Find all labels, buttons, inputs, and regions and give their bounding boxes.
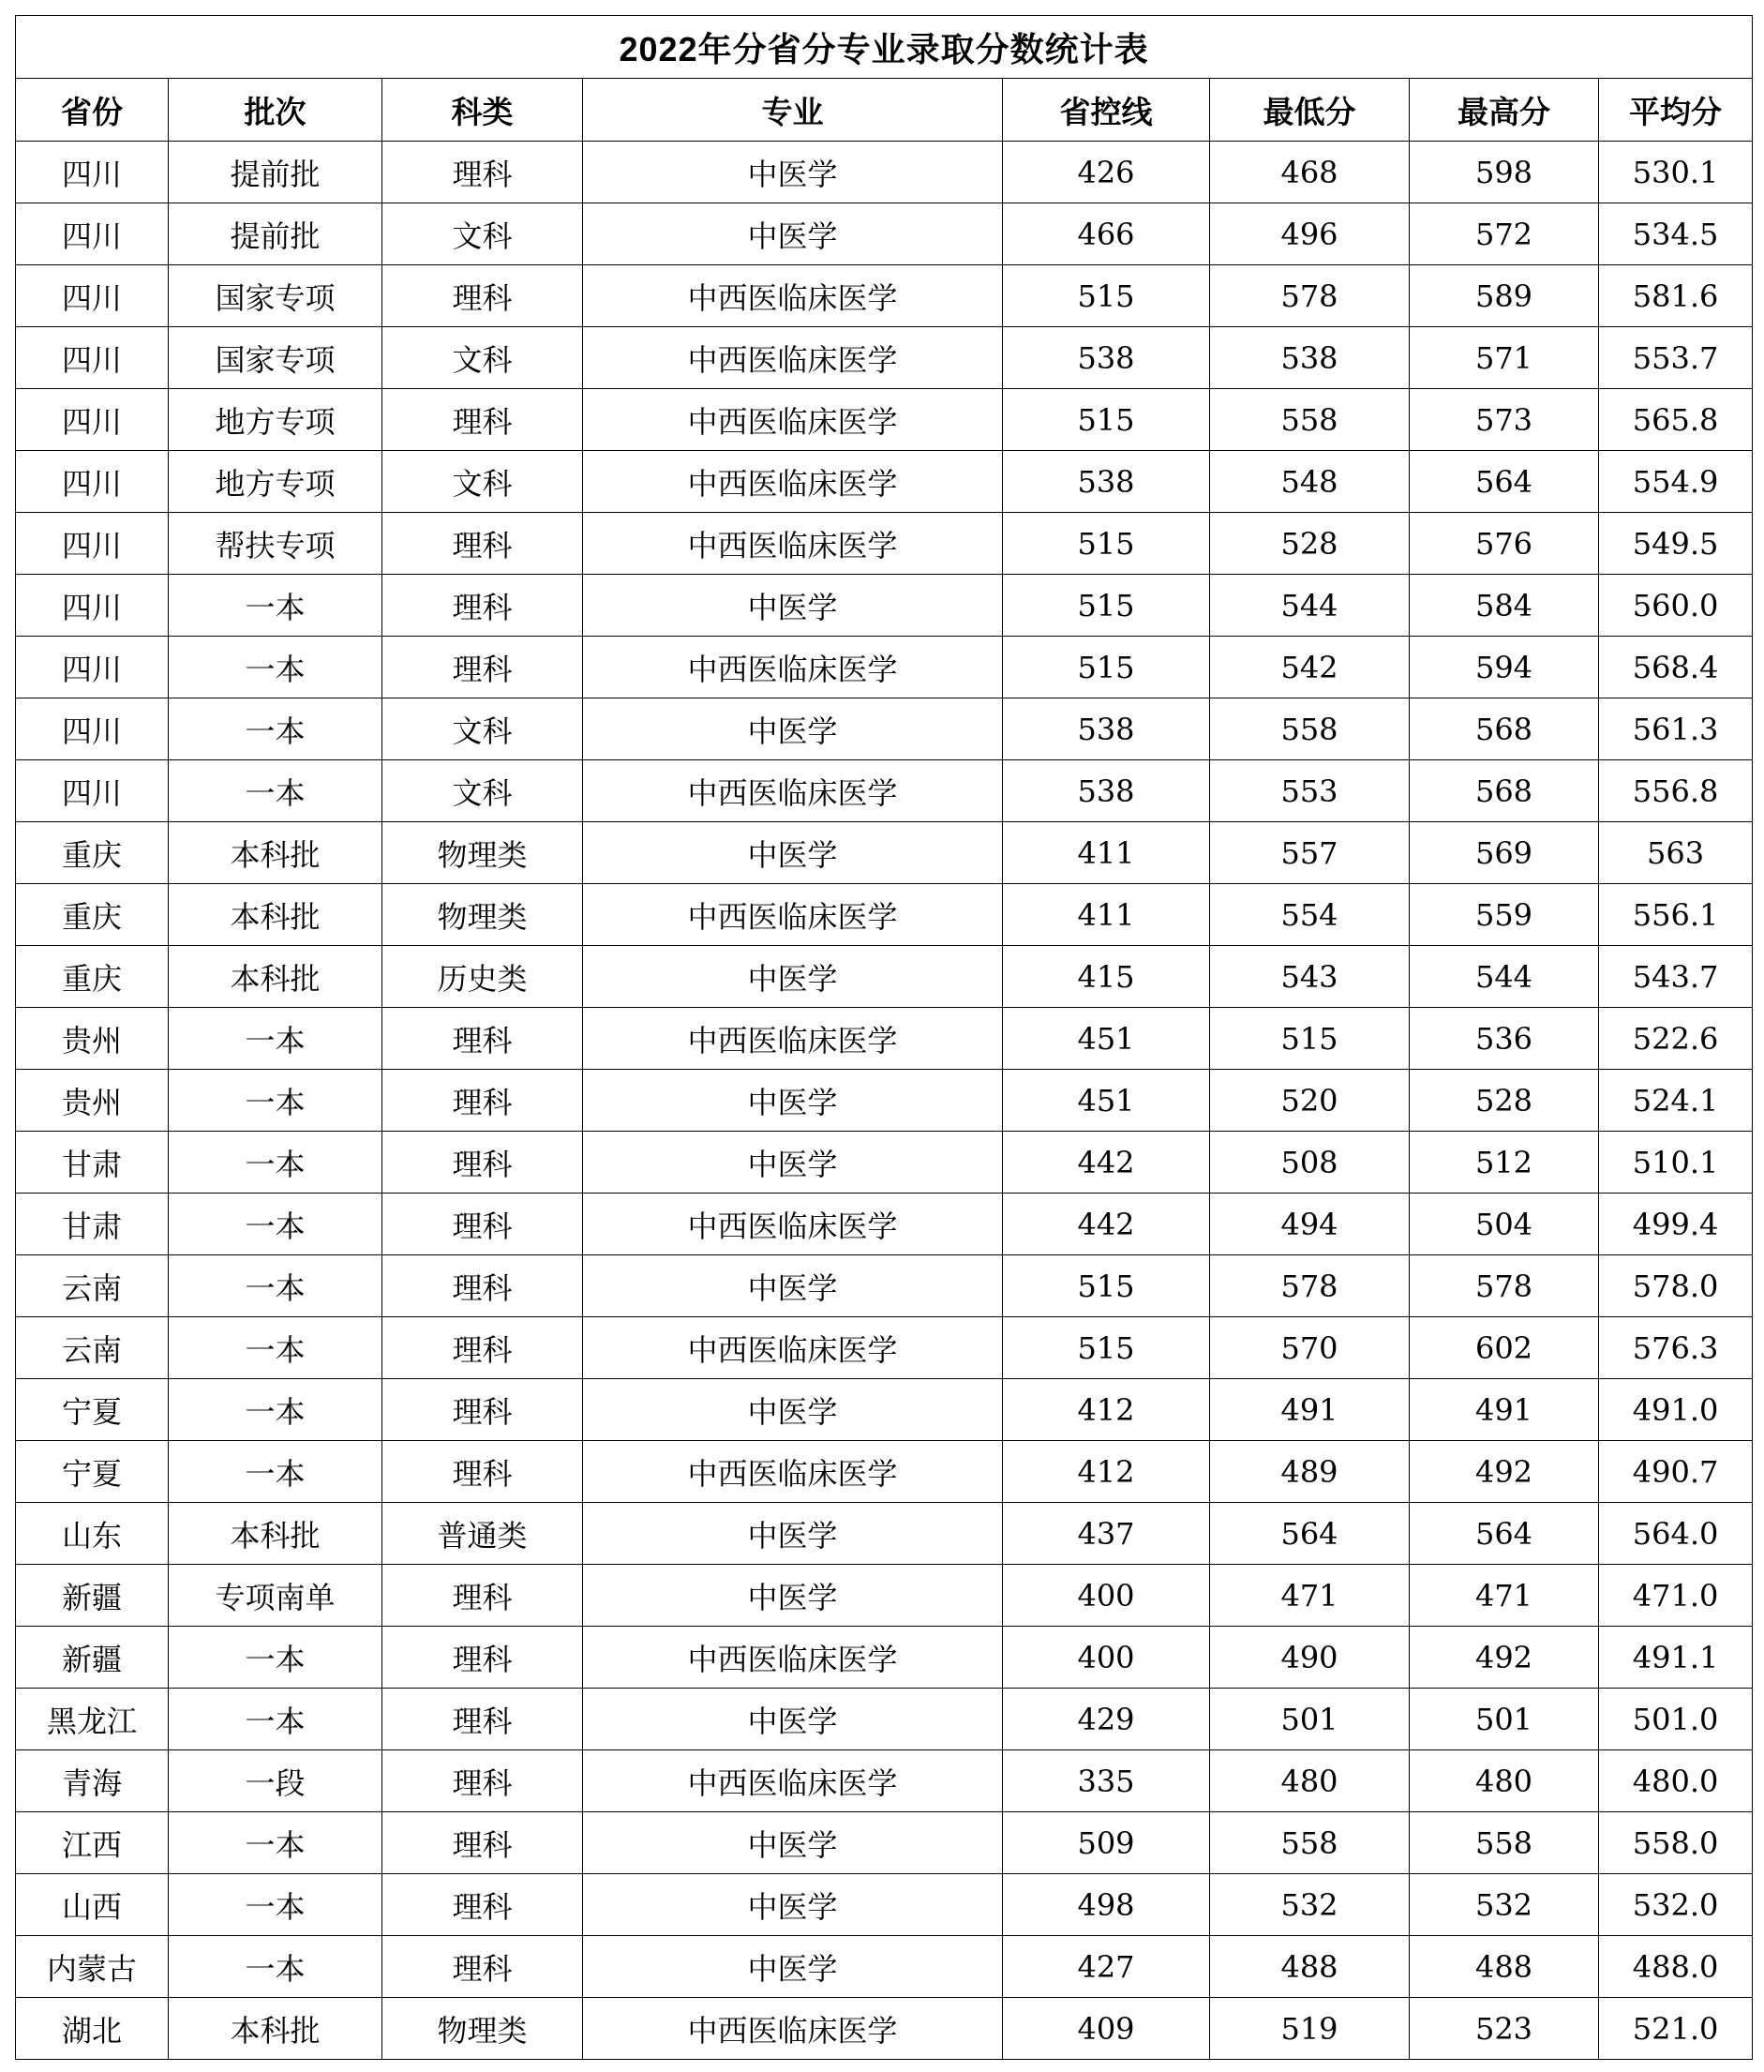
cell-major: 中医学: [583, 1565, 1003, 1627]
table-row: [16, 1689, 1753, 1750]
cell-category: 理科: [382, 265, 583, 327]
column-header-major: 专业: [583, 79, 1003, 142]
table-row: [16, 1441, 1753, 1503]
cell-avg-score: 480.0: [1599, 1750, 1753, 1812]
cell-category: 理科: [382, 1008, 583, 1070]
cell-min-score: 471: [1210, 1565, 1410, 1627]
cell-max-score: 523: [1410, 1998, 1599, 2060]
cell-max-score: 504: [1410, 1194, 1599, 1255]
cell-max-score: 471: [1410, 1565, 1599, 1627]
cell-category: 文科: [382, 698, 583, 760]
cell-province: 山西: [16, 1874, 169, 1936]
table-row: [16, 946, 1753, 1008]
cell-province: 新疆: [16, 1565, 169, 1627]
cell-batch: 一本: [169, 1627, 382, 1689]
cell-province: 重庆: [16, 822, 169, 884]
cell-province: 重庆: [16, 946, 169, 1008]
cell-category: 物理类: [382, 884, 583, 946]
cell-min-score: 557: [1210, 822, 1410, 884]
cell-min-score: 496: [1210, 203, 1410, 265]
cell-batch: 一本: [169, 1132, 382, 1194]
cell-min-score: 480: [1210, 1750, 1410, 1812]
cell-avg-score: 488.0: [1599, 1936, 1753, 1998]
cell-avg-score: 553.7: [1599, 327, 1753, 389]
cell-category: 理科: [382, 1565, 583, 1627]
cell-province: 四川: [16, 513, 169, 575]
cell-batch: 一本: [169, 1812, 382, 1874]
cell-min-score: 528: [1210, 513, 1410, 575]
cell-control-line: 515: [1003, 1255, 1210, 1317]
cell-min-score: 558: [1210, 698, 1410, 760]
table-row: [16, 1503, 1753, 1565]
cell-province: 四川: [16, 637, 169, 698]
cell-avg-score: 568.4: [1599, 637, 1753, 698]
cell-min-score: 538: [1210, 327, 1410, 389]
column-header-control-line: 省控线: [1003, 79, 1210, 142]
cell-control-line: 515: [1003, 265, 1210, 327]
cell-category: 理科: [382, 1070, 583, 1132]
cell-min-score: 543: [1210, 946, 1410, 1008]
cell-batch: 本科批: [169, 884, 382, 946]
cell-avg-score: 576.3: [1599, 1317, 1753, 1379]
cell-batch: 国家专项: [169, 327, 382, 389]
cell-max-score: 532: [1410, 1874, 1599, 1936]
cell-min-score: 532: [1210, 1874, 1410, 1936]
cell-category: 理科: [382, 1255, 583, 1317]
cell-category: 理科: [382, 1441, 583, 1503]
table-row: [16, 884, 1753, 946]
cell-avg-score: 534.5: [1599, 203, 1753, 265]
cell-batch: 本科批: [169, 822, 382, 884]
cell-major: 中西医临床医学: [583, 760, 1003, 822]
cell-avg-score: 490.7: [1599, 1441, 1753, 1503]
cell-min-score: 490: [1210, 1627, 1410, 1689]
cell-avg-score: 565.8: [1599, 389, 1753, 451]
cell-max-score: 491: [1410, 1379, 1599, 1441]
cell-major: 中医学: [583, 1874, 1003, 1936]
cell-batch: 专项南单: [169, 1565, 382, 1627]
cell-major: 中医学: [583, 946, 1003, 1008]
cell-control-line: 412: [1003, 1379, 1210, 1441]
cell-batch: 一本: [169, 1441, 382, 1503]
cell-batch: 提前批: [169, 142, 382, 203]
cell-major: 中医学: [583, 142, 1003, 203]
cell-control-line: 411: [1003, 822, 1210, 884]
table-row: [16, 203, 1753, 265]
cell-province: 四川: [16, 760, 169, 822]
cell-avg-score: 558.0: [1599, 1812, 1753, 1874]
cell-category: 物理类: [382, 1998, 583, 2060]
cell-province: 新疆: [16, 1627, 169, 1689]
cell-avg-score: 561.3: [1599, 698, 1753, 760]
cell-control-line: 426: [1003, 142, 1210, 203]
header-row: [16, 79, 1753, 142]
table-row: [16, 265, 1753, 327]
cell-min-score: 554: [1210, 884, 1410, 946]
cell-max-score: 568: [1410, 760, 1599, 822]
cell-batch: 地方专项: [169, 389, 382, 451]
cell-max-score: 488: [1410, 1936, 1599, 1998]
cell-avg-score: 554.9: [1599, 451, 1753, 513]
cell-control-line: 538: [1003, 327, 1210, 389]
cell-province: 内蒙古: [16, 1936, 169, 1998]
cell-control-line: 509: [1003, 1812, 1210, 1874]
cell-batch: 一本: [169, 575, 382, 637]
cell-province: 四川: [16, 389, 169, 451]
cell-min-score: 508: [1210, 1132, 1410, 1194]
cell-major: 中西医临床医学: [583, 1008, 1003, 1070]
cell-min-score: 558: [1210, 1812, 1410, 1874]
cell-control-line: 498: [1003, 1874, 1210, 1936]
cell-batch: 本科批: [169, 946, 382, 1008]
cell-province: 宁夏: [16, 1379, 169, 1441]
cell-max-score: 569: [1410, 822, 1599, 884]
cell-batch: 地方专项: [169, 451, 382, 513]
cell-control-line: 451: [1003, 1070, 1210, 1132]
cell-max-score: 571: [1410, 327, 1599, 389]
cell-control-line: 409: [1003, 1998, 1210, 2060]
cell-category: 理科: [382, 1936, 583, 1998]
cell-min-score: 488: [1210, 1936, 1410, 1998]
cell-avg-score: 501.0: [1599, 1689, 1753, 1750]
cell-min-score: 548: [1210, 451, 1410, 513]
cell-control-line: 400: [1003, 1627, 1210, 1689]
cell-min-score: 558: [1210, 389, 1410, 451]
table-row: [16, 513, 1753, 575]
cell-avg-score: 581.6: [1599, 265, 1753, 327]
cell-category: 理科: [382, 1874, 583, 1936]
cell-category: 理科: [382, 1627, 583, 1689]
cell-category: 理科: [382, 1379, 583, 1441]
cell-control-line: 515: [1003, 1317, 1210, 1379]
cell-batch: 一本: [169, 637, 382, 698]
cell-category: 理科: [382, 1132, 583, 1194]
cell-avg-score: 491.0: [1599, 1379, 1753, 1441]
table-row: [16, 1812, 1753, 1874]
cell-max-score: 568: [1410, 698, 1599, 760]
cell-category: 理科: [382, 1689, 583, 1750]
cell-province: 宁夏: [16, 1441, 169, 1503]
cell-batch: 一本: [169, 1194, 382, 1255]
table-row: [16, 822, 1753, 884]
cell-batch: 本科批: [169, 1998, 382, 2060]
cell-min-score: 489: [1210, 1441, 1410, 1503]
cell-max-score: 536: [1410, 1008, 1599, 1070]
table-row: [16, 1070, 1753, 1132]
cell-category: 历史类: [382, 946, 583, 1008]
cell-max-score: 573: [1410, 389, 1599, 451]
cell-major: 中医学: [583, 698, 1003, 760]
cell-min-score: 468: [1210, 142, 1410, 203]
cell-avg-score: 471.0: [1599, 1565, 1753, 1627]
cell-control-line: 427: [1003, 1936, 1210, 1998]
table-row: [16, 142, 1753, 203]
cell-major: 中西医临床医学: [583, 389, 1003, 451]
cell-batch: 国家专项: [169, 265, 382, 327]
cell-min-score: 519: [1210, 1998, 1410, 2060]
cell-major: 中西医临床医学: [583, 637, 1003, 698]
cell-avg-score: 524.1: [1599, 1070, 1753, 1132]
cell-province: 四川: [16, 575, 169, 637]
cell-batch: 一本: [169, 1008, 382, 1070]
cell-control-line: 515: [1003, 389, 1210, 451]
cell-province: 云南: [16, 1317, 169, 1379]
cell-avg-score: 522.6: [1599, 1008, 1753, 1070]
cell-max-score: 492: [1410, 1441, 1599, 1503]
cell-batch: 帮扶专项: [169, 513, 382, 575]
cell-province: 山东: [16, 1503, 169, 1565]
cell-control-line: 515: [1003, 575, 1210, 637]
cell-major: 中医学: [583, 1689, 1003, 1750]
cell-category: 文科: [382, 451, 583, 513]
cell-major: 中医学: [583, 1503, 1003, 1565]
title-row: [16, 16, 1753, 79]
table-row: [16, 1008, 1753, 1070]
cell-major: 中西医临床医学: [583, 1441, 1003, 1503]
cell-batch: 一本: [169, 760, 382, 822]
column-header-batch: 批次: [169, 79, 382, 142]
cell-min-score: 542: [1210, 637, 1410, 698]
cell-province: 江西: [16, 1812, 169, 1874]
table-row: [16, 1750, 1753, 1812]
cell-province: 湖北: [16, 1998, 169, 2060]
score-table: [15, 15, 1753, 2060]
cell-category: 文科: [382, 203, 583, 265]
cell-min-score: 520: [1210, 1070, 1410, 1132]
cell-max-score: 589: [1410, 265, 1599, 327]
cell-avg-score: 530.1: [1599, 142, 1753, 203]
cell-batch: 一本: [169, 1255, 382, 1317]
table-row: [16, 698, 1753, 760]
table-row: [16, 1132, 1753, 1194]
table-row: [16, 760, 1753, 822]
cell-control-line: 415: [1003, 946, 1210, 1008]
cell-min-score: 570: [1210, 1317, 1410, 1379]
cell-control-line: 411: [1003, 884, 1210, 946]
cell-category: 文科: [382, 327, 583, 389]
cell-max-score: 576: [1410, 513, 1599, 575]
cell-major: 中医学: [583, 1070, 1003, 1132]
cell-batch: 一本: [169, 1070, 382, 1132]
cell-min-score: 515: [1210, 1008, 1410, 1070]
cell-control-line: 437: [1003, 1503, 1210, 1565]
cell-max-score: 559: [1410, 884, 1599, 946]
cell-batch: 一段: [169, 1750, 382, 1812]
cell-max-score: 598: [1410, 142, 1599, 203]
cell-province: 云南: [16, 1255, 169, 1317]
cell-control-line: 515: [1003, 513, 1210, 575]
cell-min-score: 491: [1210, 1379, 1410, 1441]
cell-major: 中医学: [583, 1132, 1003, 1194]
cell-control-line: 400: [1003, 1565, 1210, 1627]
cell-avg-score: 556.1: [1599, 884, 1753, 946]
table-row: [16, 327, 1753, 389]
cell-control-line: 451: [1003, 1008, 1210, 1070]
cell-max-score: 564: [1410, 1503, 1599, 1565]
table-row: [16, 1379, 1753, 1441]
table-row: [16, 575, 1753, 637]
table-head: [16, 16, 1753, 142]
cell-major: 中医学: [583, 1255, 1003, 1317]
cell-max-score: 492: [1410, 1627, 1599, 1689]
cell-max-score: 501: [1410, 1689, 1599, 1750]
cell-province: 贵州: [16, 1070, 169, 1132]
table-body: [16, 142, 1753, 2060]
cell-control-line: 538: [1003, 698, 1210, 760]
cell-control-line: 412: [1003, 1441, 1210, 1503]
cell-category: 理科: [382, 513, 583, 575]
cell-max-score: 602: [1410, 1317, 1599, 1379]
cell-major: 中医学: [583, 822, 1003, 884]
cell-major: 中西医临床医学: [583, 1750, 1003, 1812]
cell-max-score: 578: [1410, 1255, 1599, 1317]
cell-max-score: 480: [1410, 1750, 1599, 1812]
cell-min-score: 544: [1210, 575, 1410, 637]
cell-province: 甘肃: [16, 1132, 169, 1194]
cell-avg-score: 556.8: [1599, 760, 1753, 822]
cell-province: 贵州: [16, 1008, 169, 1070]
cell-min-score: 553: [1210, 760, 1410, 822]
cell-max-score: 512: [1410, 1132, 1599, 1194]
cell-major: 中医学: [583, 575, 1003, 637]
table-row: [16, 451, 1753, 513]
cell-province: 四川: [16, 698, 169, 760]
column-header-max-score: 最高分: [1410, 79, 1599, 142]
cell-max-score: 564: [1410, 451, 1599, 513]
cell-major: 中西医临床医学: [583, 1998, 1003, 2060]
table-row: [16, 1255, 1753, 1317]
cell-avg-score: 521.0: [1599, 1998, 1753, 2060]
cell-avg-score: 578.0: [1599, 1255, 1753, 1317]
cell-max-score: 558: [1410, 1812, 1599, 1874]
cell-major: 中西医临床医学: [583, 265, 1003, 327]
cell-min-score: 578: [1210, 265, 1410, 327]
cell-max-score: 544: [1410, 946, 1599, 1008]
cell-category: 理科: [382, 637, 583, 698]
cell-province: 四川: [16, 451, 169, 513]
cell-major: 中西医临床医学: [583, 884, 1003, 946]
cell-min-score: 501: [1210, 1689, 1410, 1750]
cell-province: 青海: [16, 1750, 169, 1812]
column-header-category: 科类: [382, 79, 583, 142]
cell-category: 理科: [382, 1812, 583, 1874]
cell-major: 中医学: [583, 203, 1003, 265]
cell-control-line: 466: [1003, 203, 1210, 265]
cell-category: 理科: [382, 142, 583, 203]
cell-major: 中西医临床医学: [583, 327, 1003, 389]
column-header-province: 省份: [16, 79, 169, 142]
table-row: [16, 1565, 1753, 1627]
cell-min-score: 578: [1210, 1255, 1410, 1317]
cell-avg-score: 543.7: [1599, 946, 1753, 1008]
cell-batch: 一本: [169, 698, 382, 760]
cell-category: 理科: [382, 389, 583, 451]
cell-province: 重庆: [16, 884, 169, 946]
cell-major: 中西医临床医学: [583, 513, 1003, 575]
cell-batch: 一本: [169, 1379, 382, 1441]
cell-batch: 一本: [169, 1317, 382, 1379]
cell-avg-score: 560.0: [1599, 575, 1753, 637]
cell-max-score: 572: [1410, 203, 1599, 265]
table-row: [16, 1627, 1753, 1689]
cell-control-line: 429: [1003, 1689, 1210, 1750]
cell-category: 普通类: [382, 1503, 583, 1565]
cell-min-score: 564: [1210, 1503, 1410, 1565]
cell-batch: 一本: [169, 1874, 382, 1936]
cell-avg-score: 563: [1599, 822, 1753, 884]
cell-category: 理科: [382, 575, 583, 637]
cell-batch: 本科批: [169, 1503, 382, 1565]
cell-batch: 提前批: [169, 203, 382, 265]
column-header-min-score: 最低分: [1210, 79, 1410, 142]
column-header-avg-score: 平均分: [1599, 79, 1753, 142]
cell-province: 四川: [16, 142, 169, 203]
cell-category: 理科: [382, 1750, 583, 1812]
cell-major: 中西医临床医学: [583, 1317, 1003, 1379]
cell-category: 物理类: [382, 822, 583, 884]
cell-major: 中西医临床医学: [583, 1627, 1003, 1689]
cell-avg-score: 491.1: [1599, 1627, 1753, 1689]
cell-province: 四川: [16, 327, 169, 389]
cell-control-line: 442: [1003, 1194, 1210, 1255]
cell-control-line: 442: [1003, 1132, 1210, 1194]
cell-category: 理科: [382, 1317, 583, 1379]
cell-province: 甘肃: [16, 1194, 169, 1255]
cell-avg-score: 510.1: [1599, 1132, 1753, 1194]
cell-max-score: 594: [1410, 637, 1599, 698]
cell-avg-score: 549.5: [1599, 513, 1753, 575]
cell-major: 中西医临床医学: [583, 1194, 1003, 1255]
table-row: [16, 637, 1753, 698]
cell-avg-score: 499.4: [1599, 1194, 1753, 1255]
cell-control-line: 538: [1003, 451, 1210, 513]
cell-batch: 一本: [169, 1936, 382, 1998]
table-row: [16, 1194, 1753, 1255]
cell-major: 中医学: [583, 1379, 1003, 1441]
cell-category: 文科: [382, 760, 583, 822]
cell-min-score: 494: [1210, 1194, 1410, 1255]
table-row: [16, 1317, 1753, 1379]
cell-major: 中医学: [583, 1936, 1003, 1998]
table-row: [16, 1936, 1753, 1998]
cell-control-line: 538: [1003, 760, 1210, 822]
cell-max-score: 528: [1410, 1070, 1599, 1132]
cell-major: 中西医临床医学: [583, 451, 1003, 513]
cell-max-score: 584: [1410, 575, 1599, 637]
cell-province: 黑龙江: [16, 1689, 169, 1750]
cell-category: 理科: [382, 1194, 583, 1255]
table-title: 2022年分省分专业录取分数统计表: [16, 16, 1753, 79]
cell-control-line: 515: [1003, 637, 1210, 698]
table-row: [16, 1874, 1753, 1936]
cell-avg-score: 532.0: [1599, 1874, 1753, 1936]
table-row: [16, 1998, 1753, 2060]
cell-batch: 一本: [169, 1689, 382, 1750]
cell-major: 中医学: [583, 1812, 1003, 1874]
cell-province: 四川: [16, 265, 169, 327]
cell-avg-score: 564.0: [1599, 1503, 1753, 1565]
table-row: [16, 389, 1753, 451]
cell-control-line: 335: [1003, 1750, 1210, 1812]
cell-province: 四川: [16, 203, 169, 265]
